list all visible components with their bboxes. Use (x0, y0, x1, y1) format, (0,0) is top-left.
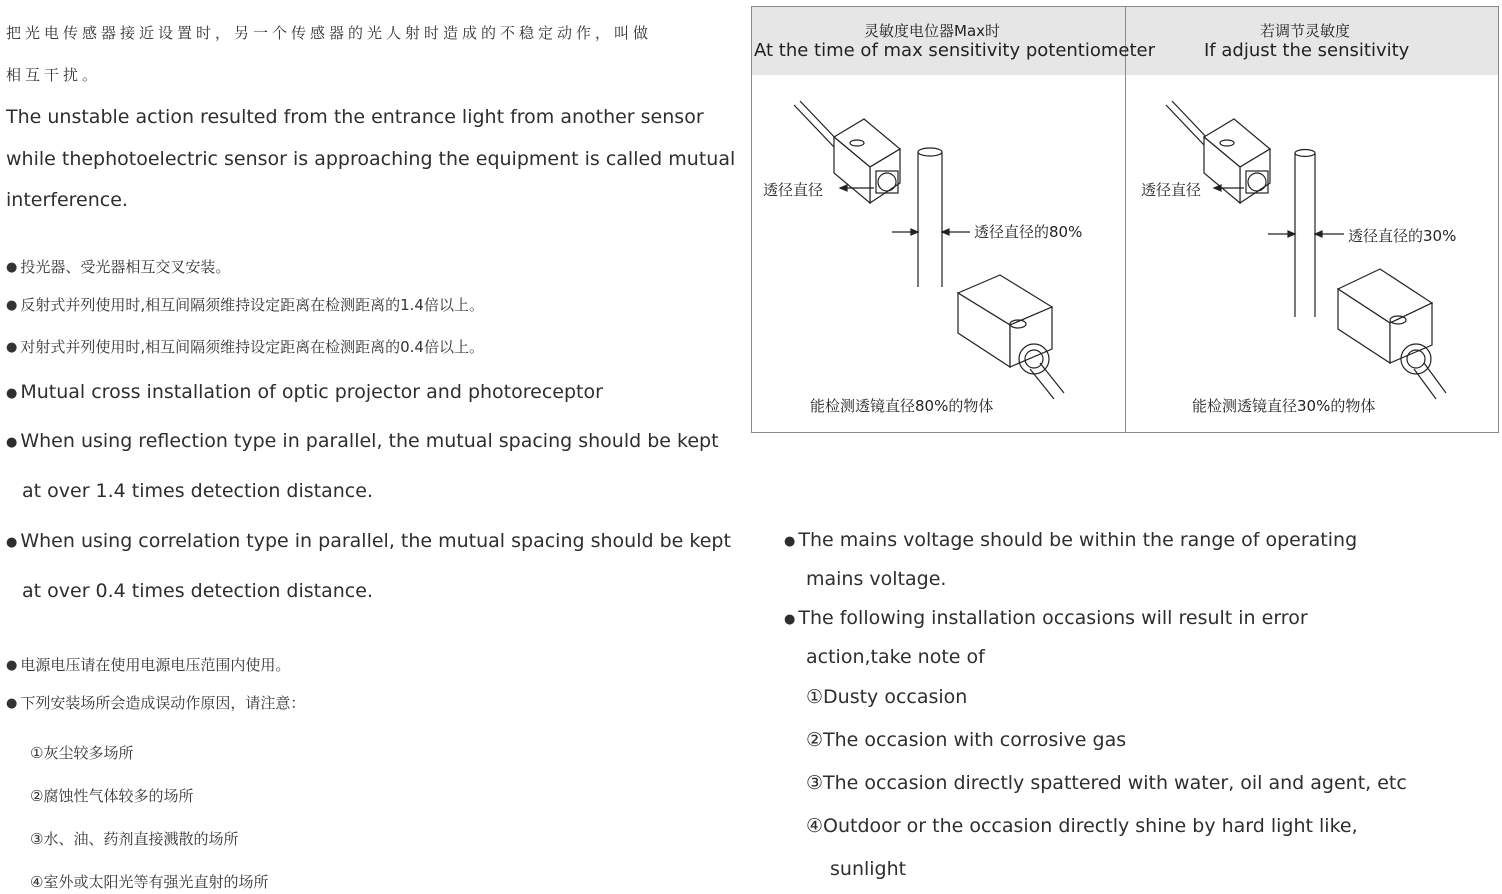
zh-occasion-item: ②腐蚀性气体较多的场所 (30, 787, 194, 805)
en-intro-line-2: while thephotoelectric sensor is approaching the equipment is called mutual (6, 148, 736, 170)
right-lens-label: 透径直径 (1141, 181, 1202, 199)
right-header-zh: 若调节灵敏度 (1260, 22, 1351, 40)
zh-intro-line-1: 把光电传感器接近设置时，另一个传感器的光人射时造成的不稳定动作，叫做 (6, 24, 653, 42)
sensor-diagrams (752, 7, 1498, 432)
en-bullet-correlation (6, 530, 731, 552)
en-bullet-2-text: When using reflection type in parallel, the mutual spacing should be kept (20, 430, 719, 452)
zh-intro-line-2: 相互干扰。 (6, 66, 102, 84)
left-header-en: At the time of max sensitivity potentiometer (754, 40, 1156, 61)
right-cylinder-object-icon (1295, 150, 1315, 318)
right-header-en: If adjust the sensitivity (1204, 40, 1410, 61)
en-occasion-item: ③The occasion directly spattered with water, oil and agent, etc (806, 772, 1407, 794)
en-bullet-reflection (6, 430, 719, 452)
zh-bullet-voltage (6, 654, 290, 675)
left-lower-sensor-icon (958, 275, 1064, 399)
en-bullet-reflection-cont: at over 1.4 times detection distance. (22, 480, 373, 502)
en-occasion-item: ④Outdoor or the occasion directly shine by hard light like, (806, 815, 1358, 837)
en-occasion-item: ①Dusty occasion (806, 686, 968, 708)
right-caption: 能检测透镜直径30%的物体 (1192, 397, 1376, 415)
en-bullet-occasions (784, 607, 1308, 629)
en-intro-line-3: interference. (6, 189, 128, 211)
en-occasion-item: ②The occasion with corrosive gas (806, 729, 1127, 751)
en-bullet-1-text: Mutual cross installation of optic projector and photoreceptor (20, 381, 603, 403)
en-intro-line-1: The unstable action resulted from the entrance light from another sensor (6, 106, 704, 128)
en-occasion-item-cont: sunlight (830, 858, 907, 880)
left-cylinder-object-icon (918, 148, 942, 287)
en-bullet-3-text: When using correlation type in parallel, the mutual spacing should be kept (20, 530, 731, 552)
zh-bullet-reflection (6, 294, 484, 315)
zh-occasion-item: ③水、油、药剂直接溅散的场所 (30, 830, 239, 848)
en-bullet-correlation-cont: at over 0.4 times detection distance. (22, 580, 373, 602)
left-header-zh: 灵敏度电位器Max时 (864, 22, 1001, 40)
zh-bullet-occasions (6, 692, 305, 713)
zh-occasion-item: ①灰尘较多场所 (30, 744, 134, 762)
sensitivity-figure (751, 6, 1499, 433)
en-occasions-cont: action,take note of (806, 646, 985, 668)
zh-bullet-2-text: 反射式并列使用时,相互间隔须维持设定距离在检测距离的1.4倍以上。 (20, 296, 484, 314)
zh-bullet-5-text: 下列安装场所会造成误动作原因，请注意： (20, 694, 306, 712)
en-voltage-text: The mains voltage should be within the range of operating (798, 529, 1358, 551)
left-lens-label: 透径直径 (763, 181, 824, 199)
left-caption: 能检测透镜直径80%的物体 (810, 397, 994, 415)
zh-bullet-1-text: 投光器、受光器相互交叉安装。 (20, 258, 231, 276)
zh-occasion-item: ④室外或太阳光等有强光直射的场所 (30, 873, 269, 891)
en-occasions-text: The following installation occasions will result in error (798, 607, 1308, 629)
en-bullet-cross-install (6, 381, 603, 403)
zh-bullet-correlation (6, 336, 484, 357)
right-percent-label: 透径直径的30% (1348, 227, 1457, 245)
en-voltage-cont: mains voltage. (806, 568, 947, 590)
left-percent-label: 透径直径的80% (974, 223, 1083, 241)
zh-bullet-3-text: 对射式并列使用时,相互间隔须维持设定距离在检测距离的0.4倍以上。 (20, 338, 484, 356)
zh-bullet-cross-install (6, 256, 230, 277)
zh-bullet-4-text: 电源电压请在使用电源电压范围内使用。 (20, 656, 291, 674)
en-bullet-voltage (784, 529, 1357, 551)
right-lower-sensor-icon (1338, 269, 1446, 399)
